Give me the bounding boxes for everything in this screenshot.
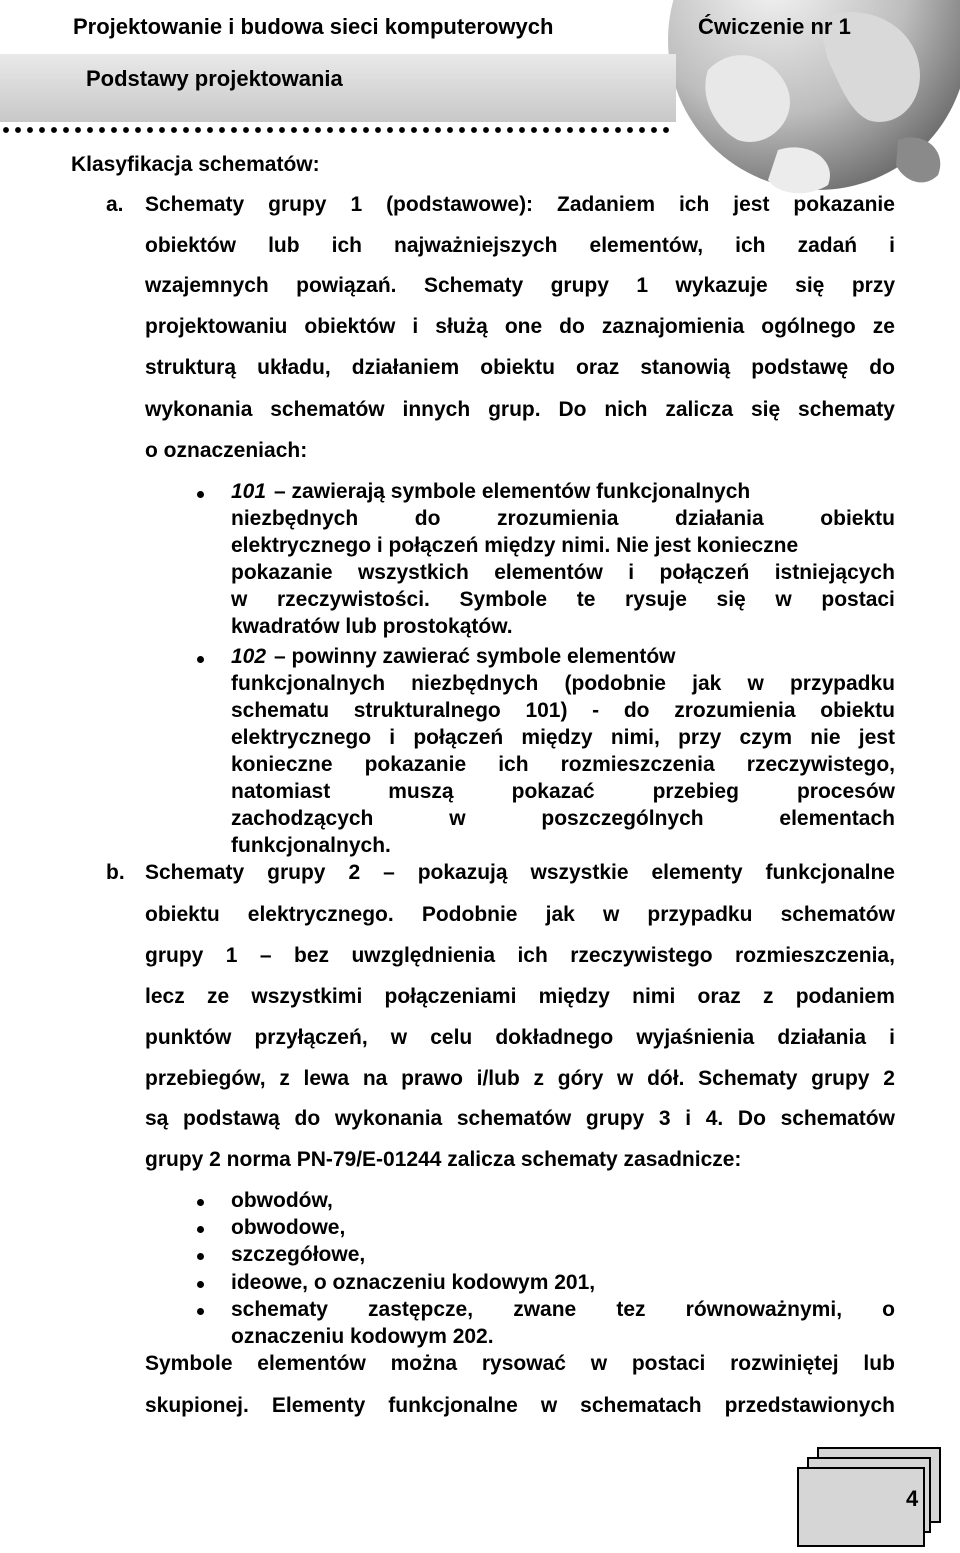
item-a-line: obiektów lub ich najważniejszych elementów, ich zadań i <box>145 234 895 257</box>
course-title: Projektowanie i budowa sieci komputerowych <box>73 14 554 39</box>
code-102-first-line: 102 – powinny zawierać symbole elementów <box>231 645 676 668</box>
item-a-line: strukturą układu, działaniem obiektu oraz stanowią podstawę do <box>145 356 895 379</box>
item-a-line: o oznaczeniach: <box>145 439 308 462</box>
group2-list-item: oznaczeniu kodowym 202. <box>231 1325 494 1348</box>
bullet-icon <box>197 1281 204 1288</box>
item-a-line: projektowaniu obiektów i służą one do zaznajomienia ogólnego ze <box>145 315 895 338</box>
exercise-number: Ćwiczenie nr 1 <box>698 14 851 39</box>
group2-list-item: obwodów, <box>231 1189 333 1212</box>
code-102-line: elektrycznego i połączeń między nimi, przy czym nie jest <box>231 726 895 749</box>
item-a-line: wzajemnych powiązań. Schematy grupy 1 wykazuje się przy <box>145 274 895 297</box>
item-b-line: przebiegów, z lewa na prawo i/lub z góry w dół. Schematy grupy 2 <box>145 1067 895 1090</box>
page-number: 4 <box>906 1486 919 1511</box>
code-102-line: funkcjonalnych niezbędnych (podobnie jak w przypadku <box>231 672 895 695</box>
bullet-icon <box>197 1253 204 1260</box>
code-101-line: elektrycznego i połączeń między nimi. Nie jest konieczne <box>231 534 799 557</box>
group2-list-item: szczegółowe, <box>231 1243 366 1266</box>
item-a-line: wykonania schematów innych grup. Do nich zalicza się schematy <box>145 398 895 421</box>
code-102-line: schematu strukturalnego 101) - do zrozumienia obiektu <box>231 699 895 722</box>
item-b-line: są podstawą do wykonania schematów grupy 3 i 4. Do schematów <box>145 1107 895 1130</box>
item-b-line: grupy 1 – bez uwzględnienia ich rzeczywistego rozmieszczenia, <box>145 944 895 967</box>
code-101-first-line: 101 – zawierają symbole elementów funkcjonalnych <box>231 480 751 503</box>
bullet-icon <box>197 656 204 663</box>
item-letter-b: b. <box>106 861 125 884</box>
item-b-line: obiektu elektrycznego. Podobnie jak w przypadku schematów <box>145 903 895 926</box>
code-102-line: natomiast muszą pokazać przebieg procesów <box>231 780 895 803</box>
code-102-line: konieczne pokazanie ich rozmieszczenia rzeczywistego, <box>231 753 895 776</box>
closing-line: skupionej. Elementy funkcjonalne w schematach przedstawionych <box>145 1394 895 1417</box>
section-title: Klasyfikacja schematów: <box>71 153 320 176</box>
closing-line: Symbole elementów można rysować w postaci rozwiniętej lub <box>145 1352 895 1375</box>
code-101-label: 101 <box>231 480 267 503</box>
dotted-divider <box>0 126 672 134</box>
bullet-icon <box>197 1199 204 1206</box>
bullet-icon <box>197 1308 204 1315</box>
item-b-line: grupy 2 norma PN-79/E-01244 zalicza schematy zasadnicze: <box>145 1148 742 1171</box>
code-102-line: funkcjonalnych. <box>231 834 391 857</box>
code-102-label: 102 <box>231 645 267 668</box>
bullet-icon <box>197 491 204 498</box>
code-101-line: niezbędnych do zrozumienia działania obiektu <box>231 507 895 530</box>
group2-list-item: obwodowe, <box>231 1216 346 1239</box>
item-letter-a: a. <box>106 193 124 216</box>
page-number-box <box>796 1446 946 1550</box>
item-a-line: Schematy grupy 1 (podstawowe): Zadaniem ich jest pokazanie <box>145 193 895 216</box>
group2-list-item: ideowe, o oznaczeniu kodowym 201, <box>231 1271 596 1294</box>
group2-list-item: schematy zastępcze, zwane tez równoważnymi, o <box>231 1298 895 1321</box>
code-101-line: w rzeczywistości. Symbole te rysuje się w postaci <box>231 588 895 611</box>
header-subtitle: Podstawy projektowania <box>86 66 343 91</box>
item-b-line: Schematy grupy 2 – pokazują wszystkie elementy funkcjonalne <box>145 861 895 884</box>
item-b-line: punktów przyłączeń, w celu dokładnego wyjaśnienia działania i <box>145 1026 895 1049</box>
bullet-icon <box>197 1226 204 1233</box>
code-101-line: pokazanie wszystkich elementów i połączeń istniejących <box>231 561 895 584</box>
code-101-line: kwadratów lub prostokątów. <box>231 615 513 638</box>
item-b-line: lecz ze wszystkimi połączeniami między nimi oraz z podaniem <box>145 985 895 1008</box>
code-102-line: zachodzących w poszczególnych elementach <box>231 807 895 830</box>
